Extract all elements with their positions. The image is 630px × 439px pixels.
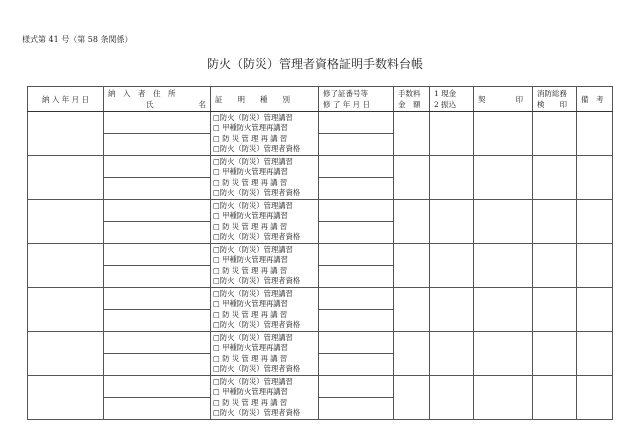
cert-type-cell xyxy=(211,376,319,420)
cert-option[interactable]: □防火（防災）管理講習 xyxy=(213,156,293,166)
fee-cell[interactable] xyxy=(394,200,430,244)
done-date-cell[interactable] xyxy=(319,178,394,200)
cert-option[interactable]: □防火（防災）管理講習 xyxy=(213,200,293,210)
address-cell[interactable] xyxy=(104,156,211,178)
cert-no-cell[interactable] xyxy=(319,112,394,134)
cert-option[interactable]: □防火（防災）管理者資格 xyxy=(213,144,301,153)
cert-option[interactable]: □防火（防災）管理者資格 xyxy=(213,320,301,329)
check-cell[interactable] xyxy=(533,332,577,376)
date-cell[interactable] xyxy=(28,244,104,288)
check-cell[interactable] xyxy=(533,244,577,288)
fee-cell[interactable] xyxy=(394,376,430,420)
payment-cell[interactable] xyxy=(430,332,474,376)
cert-option[interactable]: □ 甲種防火管理再講習 xyxy=(213,167,288,176)
remarks-cell[interactable] xyxy=(577,112,613,156)
payment-cell[interactable] xyxy=(430,112,474,156)
cert-option[interactable]: □ 甲種防火管理再講習 xyxy=(213,255,288,264)
cert-option[interactable]: □ 防 災 管 理 再 講 習 xyxy=(213,133,288,143)
done-date-cell[interactable] xyxy=(319,222,394,244)
cert-option[interactable]: □防火（防災）管理者資格 xyxy=(213,276,301,285)
cert-option[interactable]: □防火（防災）管理講習 xyxy=(213,376,293,386)
table-row xyxy=(28,156,613,178)
cert-option[interactable]: □ 防 災 管 理 再 講 習 xyxy=(213,397,288,407)
table-row xyxy=(28,112,613,134)
header-cert-no xyxy=(319,87,394,112)
date-cell[interactable] xyxy=(28,200,104,244)
payment-cell[interactable] xyxy=(430,376,474,420)
cert-type-cell xyxy=(211,332,319,376)
header-remarks: 備 考 xyxy=(577,87,613,112)
cert-option[interactable]: □ 防 災 管 理 再 講 習 xyxy=(213,309,288,319)
address-cell[interactable] xyxy=(104,112,211,134)
header-cash: 1 現金 xyxy=(434,89,457,98)
fee-cell[interactable] xyxy=(394,156,430,200)
cert-option[interactable]: □防火（防災）管理講習 xyxy=(213,112,293,122)
table-row xyxy=(28,244,613,266)
cert-option[interactable]: □防火（防災）管理講習 xyxy=(213,332,293,342)
header-seal: 契 印 xyxy=(474,87,533,112)
name-cell[interactable] xyxy=(104,310,211,332)
address-cell[interactable] xyxy=(104,244,211,266)
cert-option[interactable]: □ 防 災 管 理 再 講 習 xyxy=(213,353,288,363)
page-title: 防火（防災）管理者資格証明手数料台帳 xyxy=(206,57,423,71)
seal-cell[interactable] xyxy=(474,112,533,156)
cert-option[interactable]: □防火（防災）管理者資格 xyxy=(213,188,301,197)
cert-option[interactable]: □防火（防災）管理講習 xyxy=(213,288,293,298)
header-date: 納 入 年 月 日 xyxy=(28,87,104,112)
payment-cell[interactable] xyxy=(430,288,474,332)
done-date-cell[interactable] xyxy=(319,134,394,156)
name-cell[interactable] xyxy=(104,178,211,200)
header-cert-no-label: 修了証番号等 xyxy=(323,89,368,98)
seal-cell[interactable] xyxy=(474,244,533,288)
done-date-cell[interactable] xyxy=(319,354,394,376)
name-cell[interactable] xyxy=(104,134,211,156)
cert-option[interactable]: □ 甲種防火管理再講習 xyxy=(213,387,288,396)
fee-cell[interactable] xyxy=(394,288,430,332)
remarks-cell[interactable] xyxy=(577,288,613,332)
header-fee xyxy=(394,87,430,112)
fee-cell[interactable] xyxy=(394,112,430,156)
cert-option[interactable]: □ 防 災 管 理 再 講 習 xyxy=(213,221,288,231)
table-row xyxy=(28,200,613,222)
header-transfer: 2 振込 xyxy=(434,100,457,109)
fee-cell[interactable] xyxy=(394,332,430,376)
form-number: 様式第 41 号（第 58 条関係） xyxy=(22,35,133,44)
header-check-seal: 検 印 xyxy=(537,100,567,109)
remarks-cell[interactable] xyxy=(577,332,613,376)
header-payer xyxy=(104,87,211,112)
check-cell[interactable] xyxy=(533,288,577,332)
cert-type-cell xyxy=(211,288,319,332)
date-cell[interactable] xyxy=(28,332,104,376)
remarks-cell[interactable] xyxy=(577,156,613,200)
check-cell[interactable] xyxy=(533,376,577,420)
cert-no-cell[interactable] xyxy=(319,244,394,266)
name-cell[interactable] xyxy=(104,398,211,420)
name-cell[interactable] xyxy=(104,222,211,244)
cert-option[interactable]: □ 甲種防火管理再講習 xyxy=(213,123,288,132)
check-cell[interactable] xyxy=(533,156,577,200)
table-row xyxy=(28,376,613,398)
name-cell[interactable] xyxy=(104,354,211,376)
cert-no-cell[interactable] xyxy=(319,288,394,310)
cert-no-cell[interactable] xyxy=(319,156,394,178)
done-date-cell[interactable] xyxy=(319,266,394,288)
cert-option[interactable]: □防火（防災）管理者資格 xyxy=(213,364,301,373)
header-row xyxy=(28,87,613,112)
date-cell[interactable] xyxy=(28,376,104,420)
seal-cell[interactable] xyxy=(474,200,533,244)
payment-cell[interactable] xyxy=(430,156,474,200)
cert-option[interactable]: □ 甲種防火管理再講習 xyxy=(213,343,288,352)
name-cell[interactable] xyxy=(104,266,211,288)
done-date-cell[interactable] xyxy=(319,398,394,420)
header-name: 氏 名 xyxy=(146,100,206,109)
address-cell[interactable] xyxy=(104,332,211,354)
date-cell[interactable] xyxy=(28,112,104,156)
remarks-cell[interactable] xyxy=(577,200,613,244)
header-fee-label: 手数料 xyxy=(398,89,421,98)
cert-option[interactable]: □ 防 災 管 理 再 講 習 xyxy=(213,265,288,275)
cert-no-cell[interactable] xyxy=(319,376,394,398)
header-check xyxy=(533,87,577,112)
cert-type-cell xyxy=(211,112,319,156)
header-check-dept: 消防総務 xyxy=(537,89,567,98)
address-cell[interactable] xyxy=(104,288,211,310)
header-address: 納 入 者 住 所 xyxy=(108,89,176,98)
check-cell[interactable] xyxy=(533,200,577,244)
header-done-date: 修 了 年 月 日 xyxy=(323,100,371,109)
cert-option[interactable]: □ 甲種防火管理再講習 xyxy=(213,299,288,308)
cert-option[interactable]: □ 防 災 管 理 再 講 習 xyxy=(213,177,288,187)
seal-cell[interactable] xyxy=(474,332,533,376)
cert-option[interactable]: □ 甲種防火管理再講習 xyxy=(213,211,288,220)
remarks-cell[interactable] xyxy=(577,244,613,288)
payment-cell[interactable] xyxy=(430,244,474,288)
date-cell[interactable] xyxy=(28,156,104,200)
done-date-cell[interactable] xyxy=(319,310,394,332)
cert-option[interactable]: □防火（防災）管理者資格 xyxy=(213,408,301,417)
cert-type-cell xyxy=(211,200,319,244)
payment-cell[interactable] xyxy=(430,200,474,244)
fee-cell[interactable] xyxy=(394,244,430,288)
header-payment xyxy=(430,87,474,112)
cert-no-cell[interactable] xyxy=(319,332,394,354)
table-row xyxy=(28,288,613,310)
date-cell[interactable] xyxy=(28,288,104,332)
cert-option[interactable]: □防火（防災）管理講習 xyxy=(213,244,293,254)
seal-cell[interactable] xyxy=(474,156,533,200)
remarks-cell[interactable] xyxy=(577,376,613,420)
ledger-table xyxy=(27,86,613,420)
table-row xyxy=(28,332,613,354)
cert-option[interactable]: □防火（防災）管理者資格 xyxy=(213,232,301,241)
cert-no-cell[interactable] xyxy=(319,200,394,222)
seal-cell[interactable] xyxy=(474,376,533,420)
address-cell[interactable] xyxy=(104,200,211,222)
cert-type-cell xyxy=(211,156,319,200)
address-cell[interactable] xyxy=(104,376,211,398)
header-amount: 金 額 xyxy=(398,100,421,109)
check-cell[interactable] xyxy=(533,112,577,156)
header-cert-type: 証 明 種 別 xyxy=(211,87,319,112)
seal-cell[interactable] xyxy=(474,288,533,332)
cert-type-cell xyxy=(211,244,319,288)
